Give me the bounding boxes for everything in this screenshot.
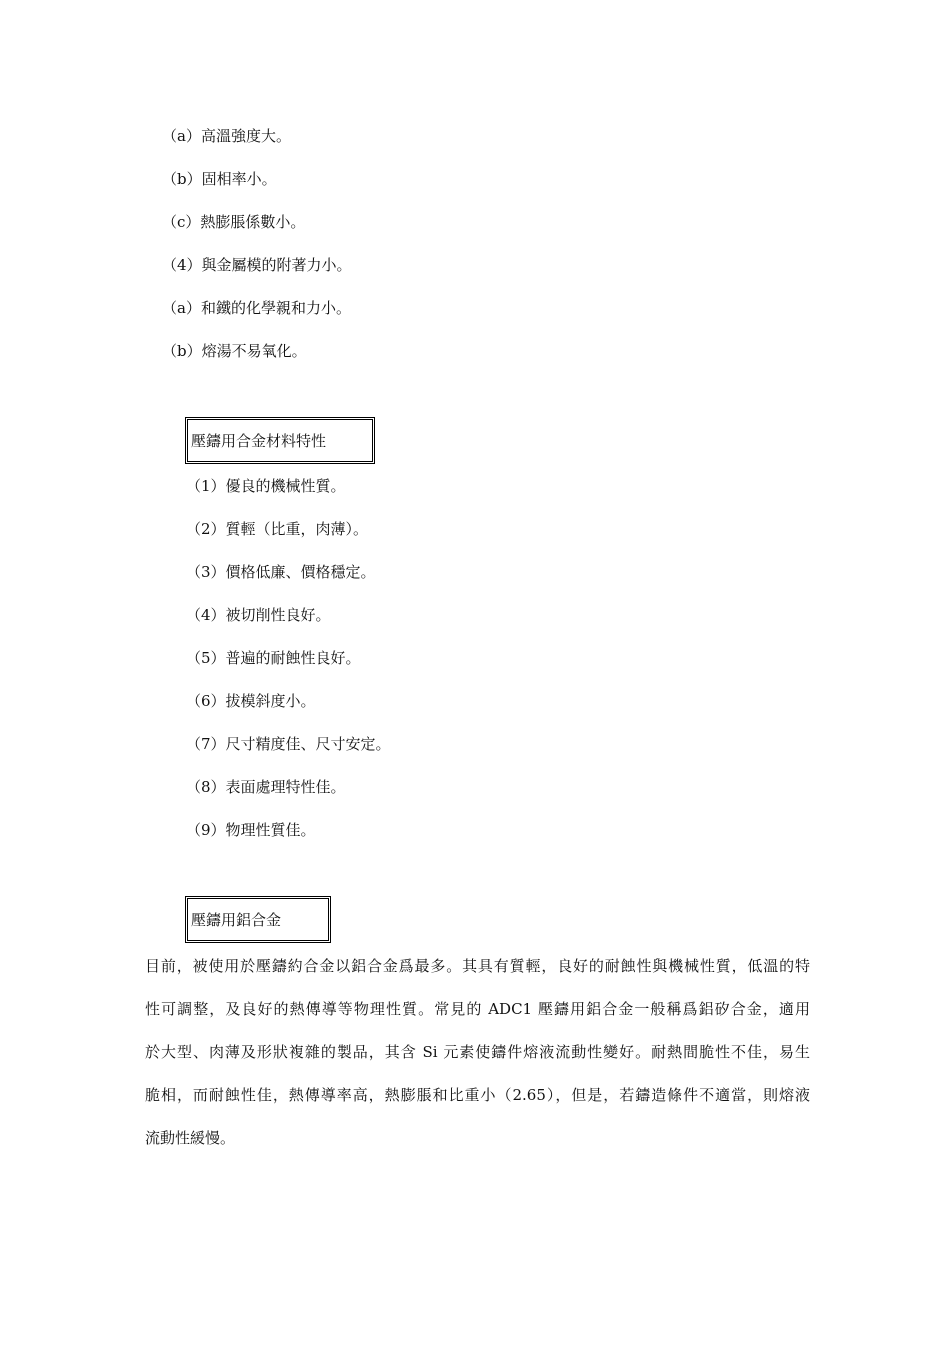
list-item: （1）優良的機械性質。 bbox=[186, 477, 346, 495]
list-item: （c）熱膨脹係數小。 bbox=[162, 213, 306, 231]
paragraph-line: 流動性緩慢。 bbox=[145, 1129, 236, 1147]
list-item: （4）與金屬模的附著力小。 bbox=[162, 256, 352, 274]
section-heading-alloy-properties: 壓鑄用合金材料特性 bbox=[185, 417, 375, 464]
list-item: （6）拔模斜度小。 bbox=[186, 692, 316, 710]
paragraph-line: 於大型、肉薄及形狀複雜的製品，其含 Si 元素使鑄件熔液流動性變好。耐熱間脆性不佳，易生 bbox=[145, 1043, 810, 1061]
section-heading-aluminum-alloy: 壓鑄用鋁合金 bbox=[185, 896, 331, 943]
list-item: （5）普遍的耐蝕性良好。 bbox=[186, 649, 361, 667]
list-item: （8）表面處理特性佳。 bbox=[186, 778, 346, 796]
list-item: （9）物理性質佳。 bbox=[186, 821, 316, 839]
paragraph-line: 性可調整，及良好的熱傳導等物理性質。常見的 ADC1 壓鑄用鋁合金一般稱爲鋁矽合金，適用 bbox=[145, 1000, 810, 1018]
list-item: （b）固相率小。 bbox=[162, 170, 277, 188]
body-paragraph bbox=[145, 945, 810, 1160]
list-item: （a）和鐵的化學親和力小。 bbox=[162, 299, 351, 317]
list-item: （7）尺寸精度佳、尺寸安定。 bbox=[186, 735, 391, 753]
paragraph-line: 目前，被使用於壓鑄約合金以鋁合金爲最多。其具有質輕，良好的耐蝕性與機械性質，低溫的特 bbox=[145, 957, 810, 975]
list-item: （2）質輕（比重，肉薄）。 bbox=[186, 520, 369, 538]
list-item: （4）被切削性良好。 bbox=[186, 606, 331, 624]
paragraph-line: 脆相，而耐蝕性佳，熱傳導率高，熱膨脹和比重小（2.65），但是，若鑄造條件不適當，則熔液 bbox=[145, 1086, 810, 1104]
list-item: （a）高溫強度大。 bbox=[162, 127, 291, 145]
list-item: （3）價格低廉、價格穩定。 bbox=[186, 563, 376, 581]
list-item: （b）熔湯不易氧化。 bbox=[162, 342, 307, 360]
